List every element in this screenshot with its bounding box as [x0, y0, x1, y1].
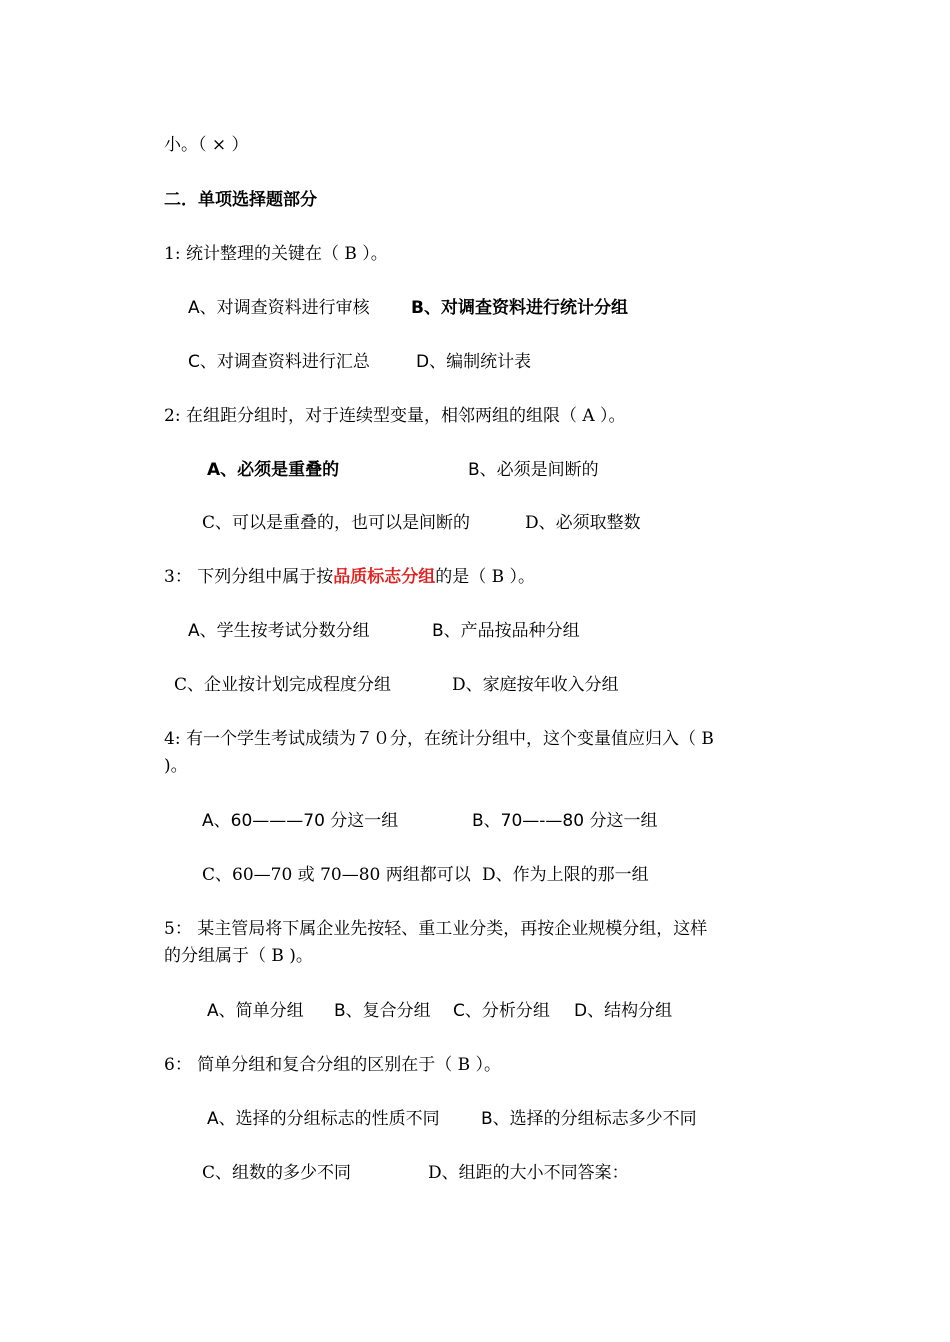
q1-option-d: D、编制统计表 [416, 352, 532, 372]
question-4-line-2: )。 [164, 756, 188, 776]
q4-option-a: A、60———70 分这一组 [202, 811, 399, 831]
q1-option-a: A、对调查资料进行审核 [188, 298, 370, 318]
q6-option-b: B、选择的分组标志多少不同 [481, 1109, 697, 1129]
q3-option-c: C、企业按计划完成程度分组 [174, 675, 392, 695]
section-heading: 二．单项选择题部分 [164, 190, 317, 210]
question-6: 6： 简单分组和复合分组的区别在于（ B ）。 [164, 1055, 502, 1075]
q4-option-c: C、60—70 或 70—80 两组都可以 [202, 865, 471, 885]
q4-option-d: D、作为上限的那一组 [482, 865, 649, 885]
question-3 [164, 566, 535, 588]
q6-option-d: D、组距的大小不同答案： [428, 1163, 629, 1183]
q5-option-d: D、结构分组 [574, 1001, 673, 1021]
q1-option-b-answer: B、对调查资料进行统计分组 [411, 298, 628, 318]
q3-option-a: A、学生按考试分数分组 [188, 621, 370, 641]
q3-text-before: 3： 下列分组中属于按 [164, 567, 334, 587]
q2-option-d: D、必须取整数 [525, 513, 641, 533]
question-5-line-2: 的分组属于（ B )。 [164, 946, 313, 966]
q6-option-a: A、选择的分组标志的性质不同 [207, 1109, 440, 1129]
q6-option-c: C、组数的多少不同 [202, 1163, 352, 1183]
text-line-fragment: 小。（ × ） [164, 135, 249, 155]
question-5-line-1: 5： 某主管局将下属企业先按轻、重工业分类，再按企业规模分组，这样 [164, 919, 708, 939]
q2-option-c: C、可以是重叠的，也可以是间断的 [202, 513, 471, 533]
question-1: 1: 统计整理的关键在（ B ）。 [164, 244, 388, 264]
q5-option-c: C、分析分组 [453, 1001, 550, 1021]
q3-option-d: D、家庭按年收入分组 [452, 675, 619, 695]
q2-option-b: B、必须是间断的 [468, 460, 599, 480]
q1-option-c: C、对调查资料进行汇总 [188, 352, 370, 372]
q5-option-a: A、简单分组 [207, 1001, 304, 1021]
q5-option-b: B、复合分组 [334, 1001, 431, 1021]
question-2: 2: 在组距分组时，对于连续型变量，相邻两组的组限（ A ）。 [164, 406, 626, 426]
q3-option-b: B、产品按品种分组 [432, 621, 580, 641]
q4-option-b: B、70—-—80 分这一组 [472, 811, 658, 831]
q2-option-a-answer: A、必须是重叠的 [207, 460, 340, 480]
question-4-line-1: 4: 有一个学生考试成绩为７０分，在统计分组中，这个变量值应归入（ B [164, 729, 714, 749]
q3-highlight: 品质标志分组 [333, 567, 436, 587]
q3-text-after: 的是（ B ）。 [435, 567, 536, 587]
